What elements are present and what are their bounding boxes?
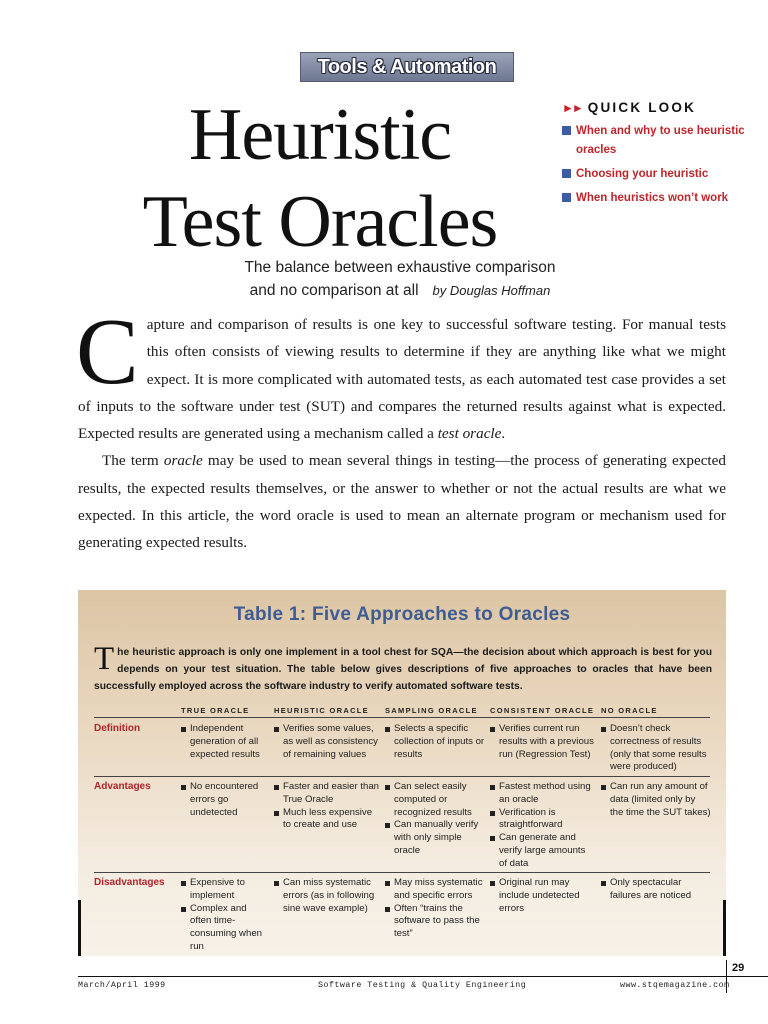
cell-bullet: Verification is straightforward	[490, 807, 594, 833]
table-cell	[274, 723, 382, 761]
table-panel	[78, 590, 726, 956]
cell-bullet: Verifies some values, as well as consistency of remaining values	[274, 723, 382, 761]
row-label-definition: Definition	[94, 723, 141, 734]
table-cell	[274, 781, 380, 832]
section-banner-label: Tools & Automation	[317, 55, 497, 78]
cell-bullet: Fastest method using an oracle	[490, 781, 594, 807]
table-rule	[94, 776, 710, 777]
paragraph-1-text: apture and comparison of results is one key to successful software testing. For manual tests this often consists of viewing results to determine if they are anything like what we might expect. It is more complicated with automated tests, as each automated test case provides a set of inputs to the software under test (SUT) and compares the returned results against what is expected. Expected results are generated using a mechanism called a	[78, 316, 726, 443]
article-title-line2: Test Oracles	[142, 181, 498, 263]
table-cell	[385, 781, 485, 858]
article-title-line1: Heuristic	[188, 94, 452, 176]
quick-look-item	[562, 122, 762, 160]
paragraph-2-rest: may be used to mean several things in testing—the process of generating expected results, the expected results themselves, or the answer to whether or not the actual results are what we expected. In this article, the word oracle is used to mean an alternate program or mechanism used for generating expected results.	[78, 452, 726, 552]
bullet-square-icon	[562, 193, 571, 202]
footer-publication: Software Testing & Quality Engineering	[318, 981, 527, 990]
bullet-square-icon	[562, 169, 571, 178]
table-intro	[94, 641, 712, 695]
paragraph-1-end: .	[501, 425, 506, 443]
table-drop-cap: T	[94, 641, 115, 677]
quick-look-item-text: When and why to use heuristic oracles	[576, 125, 745, 156]
quick-look-item-text: When heuristics won’t work	[576, 192, 729, 204]
table-cell	[274, 877, 380, 915]
table-cell	[385, 723, 485, 761]
cell-bullet: Verifies current run results with a previous run (Regression Test)	[490, 723, 598, 761]
cell-bullet: Doesn’t check correctness of results (only that some results were produced)	[601, 723, 711, 774]
row-label-advantages: Advantages	[94, 781, 151, 792]
bullet-square-icon	[562, 126, 571, 135]
quick-look-item-text: Choosing your heuristic	[576, 168, 709, 180]
quick-look-list	[562, 122, 762, 208]
table-title: Table 1: Five Approaches to Oracles	[233, 604, 571, 625]
cell-bullet: Expensive to implement	[181, 877, 269, 903]
cell-bullet: Selects a specific collection of inputs or results	[385, 723, 485, 761]
cell-bullet: Can run any amount of data (limited only by the time the SUT takes)	[601, 781, 711, 819]
column-header: SAMPLING ORACLE	[385, 706, 478, 715]
cell-bullet: Complex and often time-consuming when run	[181, 903, 269, 954]
table-cell	[490, 781, 594, 871]
cell-bullet: Faster and easier than True Oracle	[274, 781, 380, 807]
table-cell	[181, 781, 269, 819]
table-cell	[181, 877, 269, 954]
subtitle-line2: and no comparison at all	[249, 282, 419, 299]
subtitle-line1: The balance between exhaustive comparison	[244, 259, 556, 276]
table-cell	[490, 877, 594, 915]
table-cell	[601, 877, 711, 903]
paragraph-2-text: The term	[102, 452, 164, 470]
quick-look-heading	[562, 100, 762, 115]
footer-rule	[78, 976, 768, 977]
table-cell	[385, 877, 487, 941]
cell-bullet: Often “trains the software to pass the test”	[385, 903, 487, 941]
cell-bullet: Much less expensive to create and use	[274, 807, 380, 833]
double-arrow-icon: ►►	[562, 100, 582, 115]
table-cell	[181, 723, 269, 761]
cell-bullet: Independent generation of all expected results	[181, 723, 269, 761]
section-banner	[300, 52, 514, 82]
article-body	[76, 300, 726, 557]
table-rule	[94, 717, 710, 718]
row-label-disadvantages: Disadvantages	[94, 877, 165, 888]
column-header: CONSISTENT ORACLE	[490, 706, 595, 715]
table-cell	[490, 723, 598, 761]
table-cell	[601, 781, 711, 819]
paragraph-2	[78, 447, 726, 556]
term-oracle: oracle	[163, 452, 203, 470]
cell-bullet: Only spectacular failures are noticed	[601, 877, 711, 903]
quick-look-item	[562, 189, 762, 208]
footer-url: www.stqemagazine.com	[620, 981, 730, 990]
byline: by Douglas Hoffman	[432, 283, 551, 298]
paragraph-1	[76, 300, 726, 447]
column-header: NO ORACLE	[601, 706, 658, 715]
cell-bullet: Can select easily computed or recognized results	[385, 781, 485, 819]
drop-cap: C	[76, 300, 139, 404]
cell-bullet: Original run may include undetected errors	[490, 877, 594, 915]
quick-look-item	[562, 165, 762, 184]
table-cell	[601, 723, 711, 774]
quick-look-box	[562, 100, 762, 213]
column-header: TRUE ORACLE	[181, 706, 250, 715]
cell-bullet: No encountered errors go undetected	[181, 781, 269, 819]
table-rule	[94, 872, 710, 873]
cell-bullet: Can miss systematic errors (as in following sine wave example)	[274, 877, 380, 915]
page-number: 29	[732, 962, 745, 974]
cell-bullet: May miss systematic and specific errors	[385, 877, 487, 903]
article-subtitle	[195, 256, 605, 302]
footer-date: March/April 1999	[78, 981, 166, 990]
term-test-oracle: test oracle	[437, 425, 502, 443]
cell-bullet: Can manually verify with only simple oracle	[385, 819, 485, 857]
cell-bullet: Can generate and verify large amounts of data	[490, 832, 594, 870]
table-intro-text: he heuristic approach is only one implement in a tool chest for SQA—the decision about which approach is best for you depends on your test situation. The table below gives descriptions of five approaches to oracles that have been successfully employed across the software industry to verify automated software tests.	[94, 647, 712, 692]
quick-look-heading-text: QUICK LOOK	[587, 100, 697, 115]
column-header: HEURISTIC ORACLE	[274, 706, 369, 715]
